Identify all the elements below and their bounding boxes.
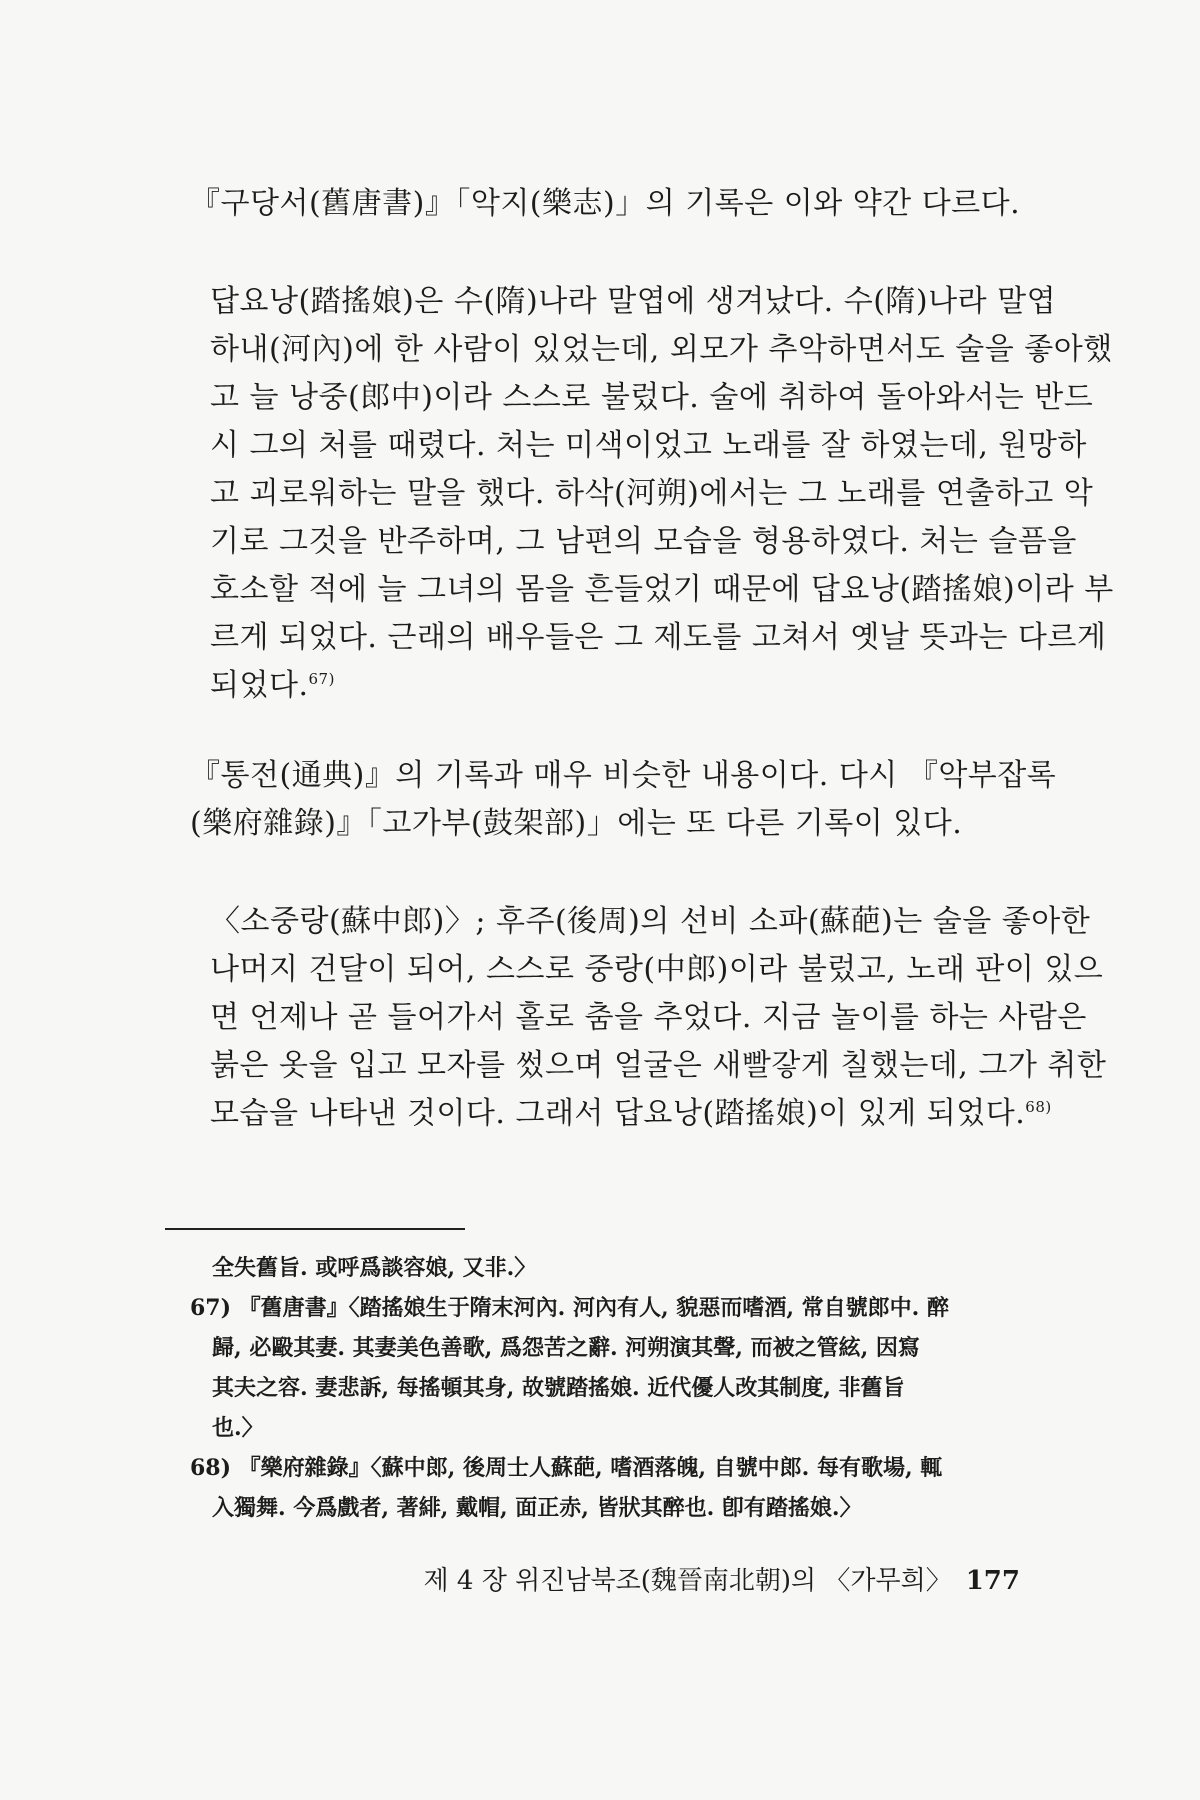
intro-paragraph-1	[190, 180, 1020, 228]
footnote-68-line: 入獨舞. 今爲戲者, 著緋, 戴帽, 面正赤, 皆狀其醉也. 卽有踏搖娘.〉	[212, 1495, 862, 1521]
quote-line: 붉은 옷을 입고 모자를 썼으며 얼굴은 새빨갛게 칠했는데, 그가 취한	[210, 1048, 1107, 1083]
quote-line: 답요낭(踏搖娘)은 수(隋)나라 말엽에 생겨났다. 수(隋)나라 말엽	[210, 284, 1057, 319]
intro-line: 『통전(通典)』의 기록과 매우 비슷한 내용이다. 다시 『악부잡록	[190, 758, 1057, 793]
footnote-ref-67: 67)	[308, 670, 335, 688]
page-number: 177	[965, 1566, 1020, 1596]
quoted-passage-1	[190, 278, 1114, 710]
quote-line: 호소할 적에 늘 그녀의 몸을 흔들었기 때문에 답요낭(踏搖娘)이라 부	[210, 572, 1114, 607]
chapter-title: 제 4 장 위진남북조(魏晉南北朝)의 〈가무희〉	[423, 1566, 952, 1596]
quoted-passage-2	[190, 898, 1107, 1138]
intro-paragraph-2	[190, 752, 1057, 848]
footnote-67-line: 歸, 必毆其妻. 其妻美色善歌, 爲怨苦之辭. 河朔演其聲, 而被之管絃, 因寫	[212, 1335, 920, 1361]
footnote-divider	[165, 1228, 465, 1230]
footnote-continuation: 全失舊旨. 或呼爲談容娘, 又非.〉	[212, 1255, 537, 1281]
footnote-67-line: 67) 『舊唐書』〈踏搖娘生于隋末河內. 河內有人, 貌惡而嗜酒, 常自號郎中. 醉	[190, 1295, 949, 1321]
quote-line: 고 괴로워하는 말을 했다. 하삭(河朔)에서는 그 노래를 연출하고 악	[210, 476, 1094, 511]
quote-line-text: 모습을 나타낸 것이다. 그래서 답요낭(踏搖娘)이 있게 되었다.	[210, 1096, 1026, 1131]
quote-line: 나머지 건달이 되어, 스스로 중랑(中郎)이라 불렀고, 노래 판이 있으	[210, 952, 1104, 987]
quote-line-text: 되었다.	[210, 668, 309, 703]
footnotes-section	[190, 1248, 1020, 1528]
intro-line: 『구당서(舊唐書)』「악지(樂志)」의 기록은 이와 약간 다르다.	[190, 186, 1021, 221]
footnote-67-line: 其夫之容. 妻悲訴, 每搖頓其身, 故號踏搖娘. 近代優人改其制度, 非舊旨	[212, 1375, 905, 1401]
quote-line-last	[210, 1090, 1052, 1138]
quote-line: 르게 되었다. 근래의 배우들은 그 제도를 고쳐서 옛날 뜻과는 다르게	[210, 620, 1107, 655]
quote-line: 〈소중랑(蘇中郎)〉; 후주(後周)의 선비 소파(蘇葩)는 술을 좋아한	[210, 904, 1091, 939]
quote-line: 기로 그것을 반주하며, 그 남편의 모습을 형용하였다. 처는 슬픔을	[210, 524, 1077, 559]
quote-line: 하내(河內)에 한 사람이 있었는데, 외모가 추악하면서도 술을 좋아했	[210, 332, 1113, 367]
intro-line: (樂府雜錄)』「고가부(鼓架部)」에는 또 다른 기록이 있다.	[190, 806, 963, 841]
quote-line: 시 그의 처를 때렸다. 처는 미색이었고 노래를 잘 하였는데, 원망하	[210, 428, 1087, 463]
footnote-68-line: 68) 『樂府雜錄』〈蘇中郎, 後周士人蘇葩, 嗜酒落魄, 自號中郎. 每有歌場, 輒	[190, 1455, 943, 1481]
footnote-ref-68: 68)	[1025, 1098, 1052, 1116]
quote-line: 고 늘 낭중(郎中)이라 스스로 불렀다. 술에 취하여 돌아와서는 반드	[210, 380, 1094, 415]
quote-line: 면 언제나 곧 들어가서 홀로 춤을 추었다. 지금 놀이를 하는 사람은	[210, 1000, 1087, 1035]
quote-line-last	[210, 662, 1020, 710]
footnote-67-line: 也.〉	[212, 1415, 264, 1441]
running-footer	[380, 1560, 1020, 1597]
